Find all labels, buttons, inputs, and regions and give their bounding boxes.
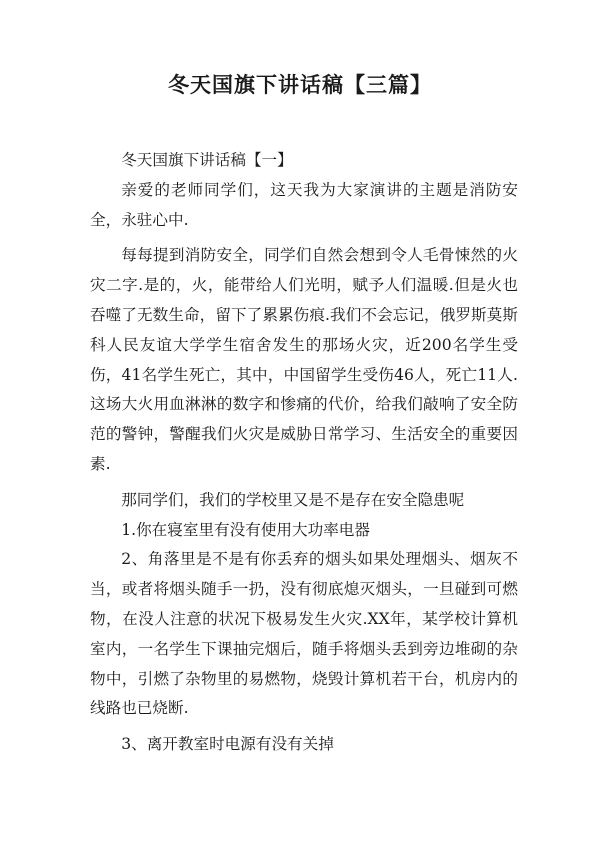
paragraph-greeting: 亲爱的老师同学们，这天我为大家演讲的主题是消防安全，永驻心中. <box>90 180 518 229</box>
paragraph-item-3: 3、离开教室时电源有没有关掉 <box>121 735 334 754</box>
paragraph-item-2: 2、角落里是不是有你丢弃的烟头如果处理烟头、烟灰不当，或者将烟头随手一扔，没有彻底熄灭烟头，一旦碰到可燃物，在没人注意的状况下极易发生火灾.XX年，某学校计算机室内，一名学生下课抽完烟后，随手将烟头丢到旁边堆砌的杂物中，引燃了杂物里的易燃物，烧毁计算机若干台，机房内的线路也已烧断. <box>90 550 518 718</box>
paragraph-fire-intro: 每每提到消防安全，同学们自然会想到令人毛骨悚然的火灾二字.是的，火，能带给人们光明，赋予人们温暖.但是火也吞噬了无数生命，留下了累累伤痕.我们不会忘记，俄罗斯莫斯科人民友谊大学学生宿舍发生的那场火灾，近200名学生受伤，41名学生死亡，其中，中国留学生受伤46人，死亡11人.这场大火用血淋淋的数字和惨痛的代价，给我们敲响了安全防范的警钟，警醒我们火灾是威胁日常学习、生活安全的重要因素. <box>90 246 518 473</box>
paragraph-item-1: 1.你在寝室里有没有使用大功率电器 <box>121 520 370 539</box>
document-title: 冬天国旗下讲话稿【三篇】 <box>168 73 432 97</box>
section-heading: 冬天国旗下讲话稿【一】 <box>121 151 293 169</box>
document-body <box>90 146 518 760</box>
paragraph-question: 那同学们，我们的学校里又是不是存在安全隐患呢 <box>121 490 465 509</box>
